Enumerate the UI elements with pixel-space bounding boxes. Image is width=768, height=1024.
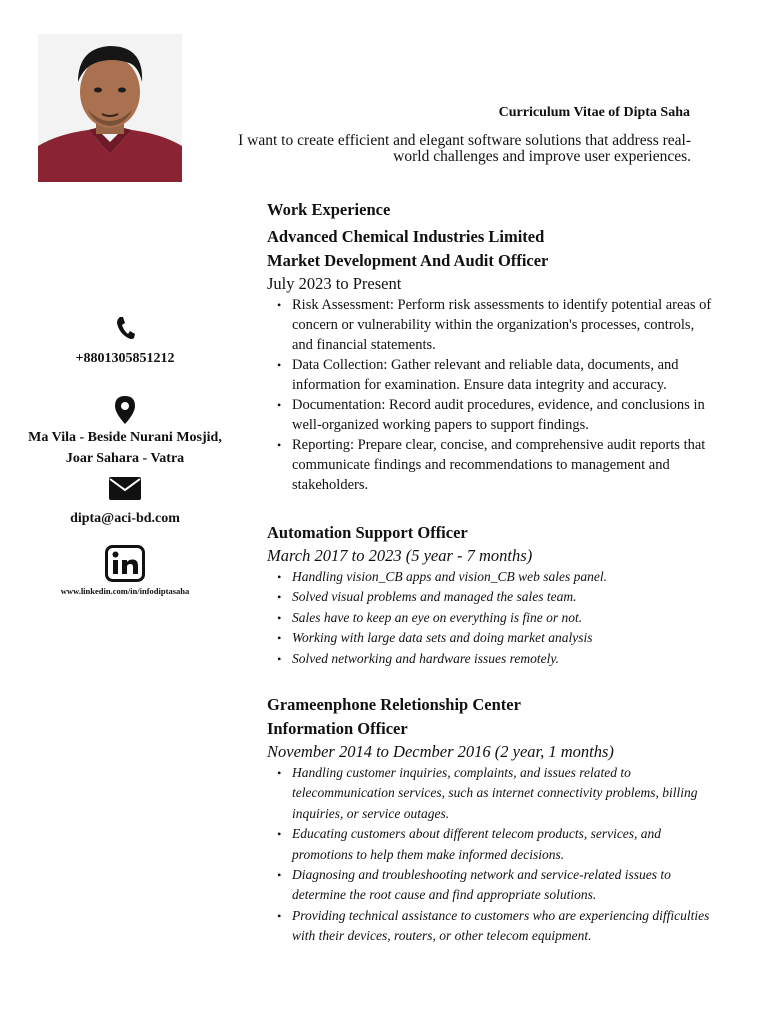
linkedin-icon[interactable]	[105, 545, 145, 582]
list-item: • Handling vision_CB apps and vision_CB web sales panel.	[267, 567, 717, 587]
job-period: July 2023 to Present	[267, 274, 402, 293]
cv-title: Curriculum Vitae of Dipta Saha	[498, 105, 690, 120]
address-line-1: Ma Vila - Beside Nurani Mosjid,	[28, 430, 222, 445]
job-period: November 2014 to Decmber 2016 (2 year, 1 months)	[267, 742, 614, 762]
section-title: Work Experience	[267, 200, 391, 219]
job-title: Market Development And Audit Officer	[267, 251, 549, 270]
job-duties	[267, 295, 717, 495]
company-name: Grameenphone Reletionship Center	[267, 695, 521, 715]
list-item: • Risk Assessment: Perform risk assessments to identify potential areas of concern or vulnerability within the organization's processes, controls, and financial statements.	[267, 295, 717, 355]
company-name: Advanced Chemical Industries Limited	[267, 227, 545, 246]
list-item: • Solved visual problems and managed the sales team.	[267, 587, 717, 607]
email-block	[0, 477, 250, 529]
phone-icon	[115, 316, 135, 340]
job-title: Automation Support Officer	[267, 523, 468, 542]
list-item: • Reporting: Prepare clear, concise, and comprehensive audit reports that communicate findings and recommendations to management and stakeholders.	[267, 435, 717, 495]
career-objective: I want to create efficient and elegant software solutions that address real-world challenges and improve user experiences.	[238, 132, 691, 165]
profile-photo	[38, 34, 182, 182]
job-title: Information Officer	[267, 719, 408, 739]
list-item: • Documentation: Record audit procedures, evidence, and conclusions in well-organized working papers to support findings.	[267, 395, 717, 435]
list-item: • Solved networking and hardware issues remotely.	[267, 649, 717, 669]
work-experience-section	[267, 198, 717, 947]
job-entry	[267, 693, 717, 947]
phone-number: +8801305851212	[75, 351, 175, 366]
job-duties	[267, 763, 717, 947]
location-pin-icon	[115, 396, 135, 424]
job-entry	[267, 225, 717, 495]
list-item: • Providing technical assistance to customers who are experiencing difficulties with their devices, routers, or other telecom equipment.	[267, 906, 717, 947]
phone-block	[0, 316, 250, 369]
job-duties	[267, 567, 717, 669]
job-entry	[267, 521, 717, 669]
envelope-icon	[109, 477, 141, 500]
list-item: • Data Collection: Gather relevant and reliable data, documents, and information for examination. Ensure data integrity and accuracy.	[267, 355, 717, 395]
list-item: • Educating customers about different telecom products, services, and promotions to help them make informed decisions.	[267, 824, 717, 865]
linkedin-url[interactable]: www.linkedin.com/in/infodiptasaha	[60, 586, 190, 596]
list-item: • Working with large data sets and doing market analysis	[267, 628, 717, 648]
list-item: • Handling customer inquiries, complaints, and issues related to telecommunication services, such as internet connectivity problems, billing inquiries, or service outages.	[267, 763, 717, 824]
job-period: March 2017 to 2023 (5 year - 7 months)	[267, 546, 533, 565]
list-item: • Diagnosing and troubleshooting network and service-related issues to determine the root cause and find appropriate solutions.	[267, 865, 717, 906]
address-line-2: Joar Sahara - Vatra	[65, 451, 185, 466]
list-item: • Sales have to keep an eye on everything is fine or not.	[267, 608, 717, 628]
linkedin-block	[0, 545, 250, 596]
email-address[interactable]: dipta@aci-bd.com	[70, 511, 180, 526]
address-block	[0, 396, 250, 469]
